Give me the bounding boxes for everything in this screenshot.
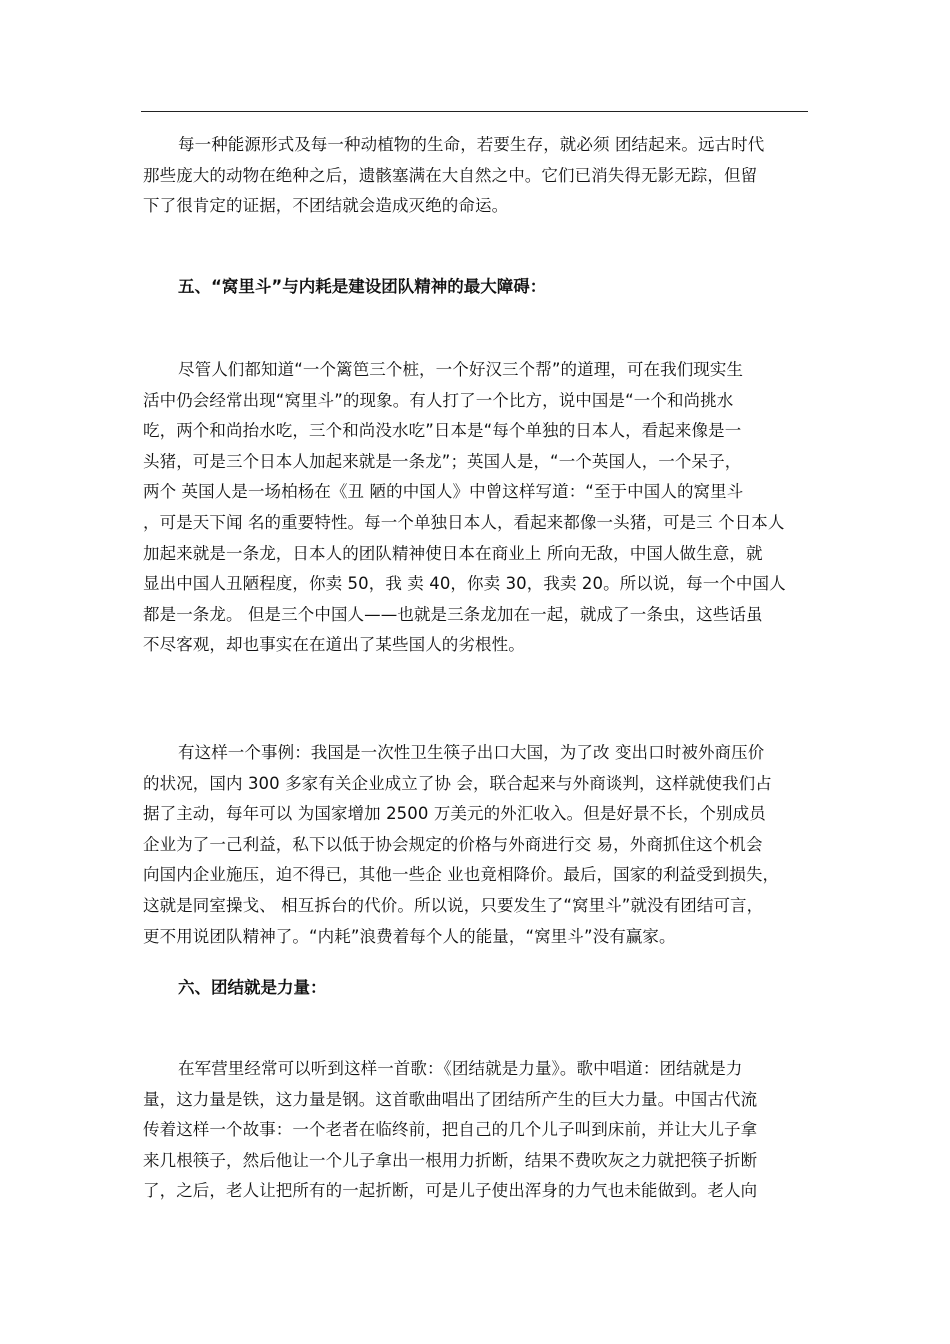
paragraph-line: 不尽客观，却也事实在在道出了某些国人的劣根性。 bbox=[143, 635, 525, 655]
paragraph-line: 据了主动，每年可以 为国家增加 2500 万美元的外汇收入。但是好景不长，个别成员 bbox=[143, 804, 766, 824]
paragraph-line: 吃，两个和尚抬水吃，三个和尚没水吃”日本是“每个单独的日本人，看起来像是一 bbox=[143, 421, 742, 441]
paragraph-line: 那些庞大的动物在绝种之后，遗骸塞满在大自然之中。它们已消失得无影无踪，但留 bbox=[143, 165, 758, 185]
paragraph-line: 尽管人们都知道“一个篱笆三个桩，一个好汉三个帮”的道理，可在我们现实生 bbox=[178, 360, 744, 379]
paragraph-line: 传着这样一个故事：一个老者在临终前，把自己的几个儿子叫到床前，并让大儿子拿 bbox=[143, 1120, 758, 1140]
paragraph-line: 的状况，国内 300 多家有关企业成立了协 会，联合起来与外商谈判，这样就使我们占 bbox=[143, 773, 772, 793]
paragraph-line: 了，之后，老人让把所有的一起折断，可是儿子使出浑身的力气也未能做到。老人向 bbox=[143, 1181, 758, 1201]
paragraph-line: 企业为了一己利益，私下以低于协会规定的价格与外商进行交 易，外商抓住这个机会 bbox=[143, 834, 763, 854]
paragraph-chopsticks-example bbox=[143, 738, 779, 952]
paragraph-line: 都是一条龙。 但是三个中国人——也就是三条龙加在一起，就成了一条虫，这些话虽 bbox=[143, 604, 763, 624]
paragraph-line: 向国内企业施压，迫不得已，其他一些企 业也竟相降价。最后，国家的利益受到损失， bbox=[143, 865, 780, 885]
paragraph-infighting bbox=[143, 355, 786, 661]
paragraph-line: ，可是天下闻 名的重要特性。每一个单独日本人，看起来都像一头猪，可是三 个日本人 bbox=[143, 512, 785, 532]
paragraph-line: 头猪，可是三个日本人加起来就是一条龙”；英国人是，“一个英国人，一个呆子， bbox=[143, 451, 742, 471]
paragraph-line: 量，这力量是铁，这力量是钢。这首歌曲唱出了团结所产生的巨大力量。中国古代流 bbox=[143, 1089, 758, 1109]
header-rule bbox=[141, 111, 808, 112]
paragraph-line: 有这样一个事例：我国是一次性卫生筷子出口大国，为了改 变出口时被外商压价 bbox=[178, 743, 765, 762]
paragraph-line: 更不用说团队精神了。“内耗”浪费着每个人的能量，“窝里斗”没有赢家。 bbox=[143, 926, 676, 946]
paragraph-line: 来几根筷子，然后他让一个儿子拿出一根用力折断，结果不费吹灰之力就把筷子折断 bbox=[143, 1150, 758, 1170]
section-heading-6: 六、团结就是力量： bbox=[178, 978, 327, 997]
paragraph-line: 活中仍会经常出现“窝里斗”的现象。有人打了一个比方，说中国是“一个和尚挑水 bbox=[143, 390, 734, 410]
paragraph-line: 加起来就是一条龙，日本人的团队精神使日本在商业上 所向无敌，中国人做生意，就 bbox=[143, 543, 763, 563]
paragraph-line: 两个 英国人是一场柏杨在《丑 陋的中国人》中曾这样写道：“至于中国人的窝里斗 bbox=[143, 482, 744, 502]
paragraph-line: 下了很肯定的证据，不团结就会造成灭绝的命运。 bbox=[143, 196, 509, 216]
paragraph-unity-is-strength bbox=[143, 1054, 757, 1207]
paragraph-line: 每一种能源形式及每一种动植物的生命，若要生存，就必须 团结起来。远古时代 bbox=[178, 135, 765, 154]
paragraph-unity-survival bbox=[143, 130, 764, 222]
paragraph-line: 在军营里经常可以听到这样一首歌：《团结就是力量》。歌中唱道：团结就是力 bbox=[178, 1059, 743, 1078]
section-heading-5: 五、“窝里斗”与内耗是建设团队精神的最大障碍： bbox=[178, 277, 547, 296]
paragraph-line: 显出中国人丑陋程度，你卖 50，我 卖 40，你卖 30，我卖 20。所以说，每一个中国人 bbox=[143, 574, 786, 594]
paragraph-line: 这就是同室操戈、 相互拆台的代价。所以说，只要发生了“窝里斗”就没有团结可言， bbox=[143, 895, 764, 915]
